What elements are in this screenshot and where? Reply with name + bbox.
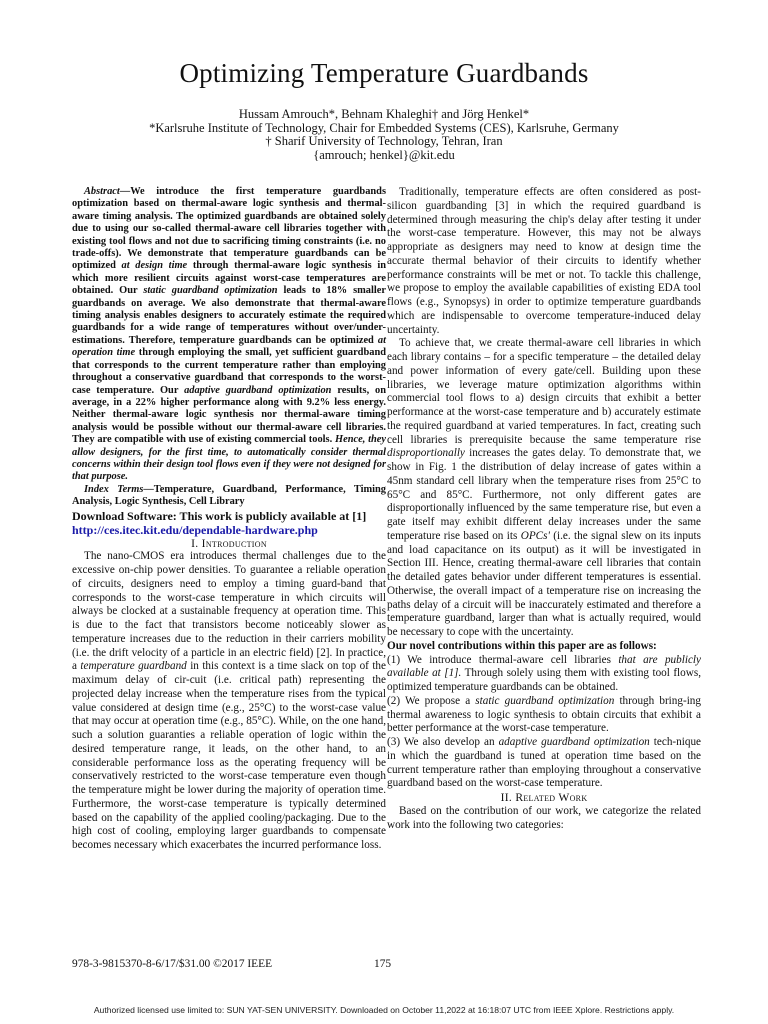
- contributions-heading: Our novel contributions within this paper are as follows:: [387, 639, 657, 652]
- contribution-1-emph: that are publicly available at [1].: [387, 653, 701, 680]
- abstract-text-4: through employing the small, yet sufficient guardband that corresponds to the current temperature rather than employing throughout a conservative guardband that corresponds to the worst-case temperature. Our: [72, 347, 386, 396]
- abstract-text-5: results, on average, in a 22% higher performance along with 9.2% less energy. Neither thermal-aware logic synthesis nor thermal-aware timing analysis would be possible without our thermal-aware cell libraries. They are compatible with use of existing commercial tools.: [72, 384, 386, 446]
- related-paragraph-1: Based on the contribution of our work, we categorize the related work into the following two categories:: [387, 804, 701, 831]
- author-emails: {amrouch; henkel}@kit.edu: [313, 147, 455, 162]
- contribution-1-text-b: Through solely using them with existing tool flows, optimized temperature guardbands can be obtained.: [387, 667, 701, 693]
- intro-text-1a: The nano-CMOS era introduces thermal challenges due to the excessive on-chip power densities. To guarantee a reliable operation of circuits, designers need to employ a timing guard-band that corresponds to the worst-case temperature in which circuits will always be clocked at a sustainable frequency at operation time. This is due to the fact that transistors become noticeably slower as temperature increases due to the reduction in their carriers mobility (i.e. the drift velocity of a particle in an electric field) [2]. In practice, a: [72, 550, 386, 673]
- abstract-text-3: leads to 18% smaller guardbands on average. We also demonstrate that thermal-aware timing analysis enables designers to accurately estimate the required guardbands for a wide range of temperatures without over/under-estimations. Therefore, temperature guardbands can be optimized: [72, 285, 386, 346]
- section-title: Related Work: [515, 791, 588, 804]
- license-notice: Authorized licensed use limited to: SUN YAT-SEN UNIVERSITY. Downloaded on October 11,2022 at 16:18:07 UTC from IEEE Xplore. Restrictions apply.: [93, 1005, 675, 1015]
- abstract-label: Abstract: [84, 186, 120, 197]
- index-terms-text: —Temperature, Guardband, Performance, Timing Analysis, Logic Synthesis, Cell Library: [72, 483, 386, 508]
- section-heading-related-work: [387, 791, 701, 805]
- intro-text-1b: in this context is a time slack on top of the maximum delay of cir-cuit (i.e. critical path) representing the projected delay increase when the temperature rises from the typical value considered at design time (e.g., 25°C) to the worst-case value that may occur at operation time (e.g., 85°C). While, on the one hand, such a solution guaranties a reliable operation of logic within the desired temperature range, it leads, on the other hand, to an considerable performance loss as the operating frequency will be conservatively restricted to the worst-case temperature even though the temperature might be lower during the majority of operation time. Furthermore, the worst-case temperature is typically determined based on the capability of the applied cooling/packaging. Due to the high cost of cooling, employing larger guardbands to compensate becomes necessary which exacerbates the incurred performance loss.: [72, 660, 386, 852]
- index-terms: [72, 484, 386, 509]
- contribution-3-text-a: (3) We also develop an: [387, 736, 499, 748]
- software-link[interactable]: http://ces.itec.kit.edu/dependable-hardware.php: [72, 522, 318, 537]
- contribution-1: [387, 654, 701, 695]
- affiliation-kit: *Karlsruhe Institute of Technology, Chair for Embedded Systems (CES), Karlsruhe, Germany: [149, 120, 619, 135]
- contribution-3: [387, 736, 701, 791]
- contribution-3-text-b: tech-nique in which the guardband is tuned at operation time based on the current temperature rather than employing throughout a conservative guardband based on the worst-case temperature.: [387, 736, 702, 790]
- intro-paragraph-2: Traditionally, temperature effects are often considered as post-silicon guardbanding [3] in which the required guardband is determined through measuring the chip's delay after testing it under the worst-case temperature. However, this may not be always appropriate as designers may need to know at design time the accurate thermal behavior of their circuits to identify whether performance constraints will be met or not. To tackle this challenge, we propose to employ the available capabilities of existing EDA tool flows (e.g., Synopsys) in order to optimize temperature guardbands which are indispensable to overcome temperature-induced delay uncertainty.: [387, 186, 701, 336]
- download-text: Download Software: This work is publicly available at [1]: [72, 508, 367, 523]
- intro-emph-3: disproportionally: [387, 447, 465, 460]
- contribution-2: [387, 695, 701, 736]
- section-heading-introduction: [72, 537, 386, 551]
- contribution-2-text-b: through bring-ing thermal awareness to logic synthesis to obtain circuits that exhibit a better performance at the worst-case temperature.: [387, 694, 701, 735]
- index-terms-label: Index Terms: [84, 483, 144, 495]
- intro-emph-1: temperature guardband: [80, 660, 187, 673]
- right-column: [387, 186, 701, 832]
- intro-paragraph-3: [387, 337, 701, 640]
- abstract-emph-2: static guardband optimization: [143, 285, 278, 297]
- abstract-emph-3: at operation time: [72, 334, 386, 359]
- author-names: Hussam Amrouch*, Behnam Khaleghi† and Jörg Henkel*: [238, 107, 530, 121]
- abstract-emph-4: adaptive guardband optimization: [184, 384, 332, 396]
- section-title: Introduction: [201, 536, 267, 550]
- contribution-2-emph: static guardband optimization: [475, 694, 615, 707]
- page-number: 175: [374, 958, 392, 970]
- contribution-2-text-a: (2) We propose a: [387, 694, 476, 707]
- author-block: [0, 108, 768, 162]
- section-number: I.: [191, 536, 199, 550]
- abstract-text-2: through thermal-aware logic synthesis in which more resilient circuits against worst-case temperatures are obtained. Our: [72, 260, 386, 297]
- isbn-footer: 978-3-9815370-8-6/17/$31.00 ©2017 IEEE: [72, 958, 273, 970]
- intro-text-3a: To achieve that, we create thermal-aware cell libraries in which each library contains – for a specific temperature – the detailed delay and power information of every gate/cell. Building upon these libraries, we leverage mature optimization algorithms within commercial tool flows to a) design circuits that exhibit a better performance at the worst-case temperature and b) accurately estimate the required guardband at varied temperatures. In fact, creating such cell libraries is prerequisite because the same temperature rise: [387, 337, 701, 446]
- download-note: [72, 509, 386, 537]
- contribution-3-emph: adaptive guardband optimization: [498, 736, 650, 748]
- intro-text-3c: (i.e. the signal slew on its inputs and load capacitance on its output) as it will be investigated in Section III. Hence, creating thermal-aware cell libraries that contain the detailed gates behavior under different temperatures is essential. Otherwise, the overall impact of a temperature rise on increasing the paths delay of a circuit will be inaccurately estimated and therefore a temperature guardband, larger than what is actually required, would be necessary to cope with the uncertainty.: [387, 529, 701, 638]
- abstract-emph-1: at design time: [121, 260, 188, 272]
- abstract-emph-5: Hence, they allow designers, for the first time, to automatically consider thermal concerns within their design tool flows even if they were not designed for that purpose.: [72, 434, 386, 483]
- intro-emph-opcs: OPCs': [520, 529, 550, 542]
- intro-text-3b: increases the gates delay. To demonstrate that, we show in Fig. 1 the distribution of delay increase of gates within a 45nm standard cell library when the temperature rises from 25°C to 65°C and 85°C. Furthermore, not only different gates are disproportionally influenced by the same temperature rise, but even a gate itself may exhibit different delay increases under the same temperature rise based on its: [387, 447, 701, 542]
- abstract: [72, 186, 386, 484]
- section-number: II.: [500, 791, 513, 804]
- paper-title: Optimizing Temperature Guardbands: [179, 58, 589, 88]
- contribution-1-text-a: (1) We introduce thermal-aware cell libraries: [387, 653, 619, 666]
- abstract-text-1: —We introduce the first temperature guardbands optimization based on thermal-aware logic synthesis and thermal-aware timing analysis. The optimized guardbands are obtained solely due to using our so-called thermal-aware cell libraries together with existing tool flows and not due to sacrificing timing constraints (i.e. no trade-offs). We demonstrate that temperature guardbands can be optimized: [72, 186, 386, 272]
- affiliation-sharif: † Sharif University of Technology, Tehran, Iran: [265, 134, 503, 149]
- intro-paragraph-1: [72, 550, 386, 853]
- left-column: [72, 186, 386, 853]
